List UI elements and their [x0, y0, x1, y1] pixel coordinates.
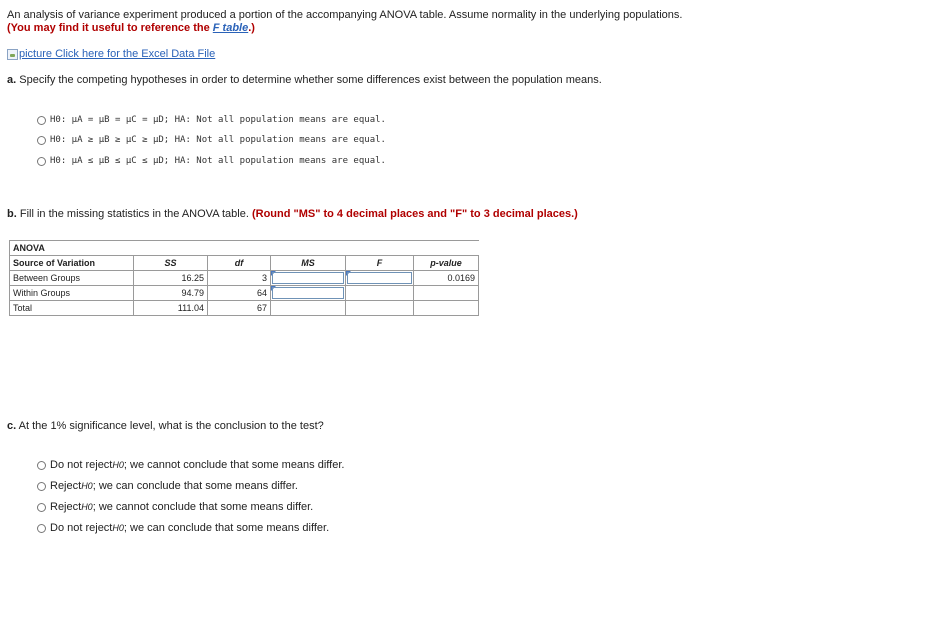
f-between-input[interactable] [346, 271, 414, 286]
row-p-value: 0.0169 [414, 271, 479, 286]
empty-cell [346, 301, 414, 316]
problem-intro [7, 9, 707, 35]
header-p-value: p-value [414, 256, 479, 271]
radio-button[interactable] [37, 157, 46, 166]
excel-data-link[interactable]: picture Click here for the Excel Data File [19, 48, 216, 60]
conclusion-option-3[interactable]: Reject H0 ; we cannot conclude that some means differ. [37, 501, 313, 513]
h0-symbol: H0 [112, 523, 124, 533]
header-df: df [208, 256, 271, 271]
hypothesis-option-label: H0: μA ≤ μB ≤ μC ≤ μD; HA: Not all population means are equal. [50, 156, 386, 166]
conclusion-option-4[interactable]: Do not reject H0 ; we can conclude that some means differ. [37, 522, 329, 534]
header-source: Source of Variation [10, 256, 134, 271]
header-ss: SS [134, 256, 208, 271]
radio-button[interactable] [37, 482, 46, 491]
anova-table-container [9, 240, 479, 316]
ms-within-input[interactable] [271, 286, 346, 301]
part-b-label: b. [7, 208, 17, 220]
row-ss: 16.25 [134, 271, 208, 286]
excel-data-link-row[interactable] [7, 48, 215, 60]
h0-symbol: H0 [112, 460, 124, 470]
part-c-label: c. [7, 420, 17, 432]
conclusion-option-1[interactable]: Do not reject H0 ; we cannot conclude that some means differ. [37, 459, 344, 471]
conclusion-option-2[interactable]: Reject H0 ; we can conclude that some means differ. [37, 480, 298, 492]
header-ms: MS [271, 256, 346, 271]
row-df: 67 [208, 301, 271, 316]
hypothesis-option-3[interactable] [37, 156, 386, 166]
radio-button[interactable] [37, 116, 46, 125]
part-b-question [7, 208, 578, 220]
f-table-link[interactable]: F table [212, 22, 249, 34]
table-row [10, 286, 479, 301]
intro-text: An analysis of variance experiment produced a portion of the accompanying ANOVA table. Assume normality in the underlying populations. [7, 9, 683, 21]
row-source: Between Groups [10, 271, 134, 286]
radio-button[interactable] [37, 461, 46, 470]
empty-cell [271, 301, 346, 316]
radio-button[interactable] [37, 524, 46, 533]
part-c-question [7, 420, 324, 432]
header-f: F [346, 256, 414, 271]
table-row [10, 301, 479, 316]
row-ss: 111.04 [134, 301, 208, 316]
part-b-instruction: (Round "MS" to 4 decimal places and "F" to 3 decimal places.) [251, 208, 578, 220]
row-df: 64 [208, 286, 271, 301]
part-b-text: Fill in the missing statistics in the ANOVA table. [19, 208, 249, 220]
row-ss: 94.79 [134, 286, 208, 301]
anova-table [9, 240, 479, 316]
row-source: Total [10, 301, 134, 316]
row-source: Within Groups [10, 286, 134, 301]
part-a-question [7, 74, 602, 86]
ms-between-input[interactable] [271, 271, 346, 286]
table-row [10, 271, 479, 286]
hypothesis-option-2[interactable] [37, 135, 386, 145]
intro-hint: (You may find it useful to reference the F table.) [7, 22, 255, 34]
hypothesis-option-label: H0: μA ≥ μB ≥ μC ≥ μD; HA: Not all population means are equal. [50, 135, 386, 145]
empty-cell [414, 286, 479, 301]
part-c-text: At the 1% significance level, what is the conclusion to the test? [18, 420, 324, 432]
radio-button[interactable] [37, 503, 46, 512]
h0-symbol: H0 [81, 502, 93, 512]
radio-button[interactable] [37, 136, 46, 145]
hypothesis-option-1[interactable] [37, 115, 386, 125]
row-df: 3 [208, 271, 271, 286]
hypothesis-option-label: H0: μA = μB = μC = μD; HA: Not all population means are equal. [50, 115, 386, 125]
part-a-text: Specify the competing hypotheses in order to determine whether some differences exist between the population means. [19, 74, 602, 86]
anova-title: ANOVA [10, 241, 479, 256]
picture-icon [7, 49, 18, 60]
empty-cell [414, 301, 479, 316]
h0-symbol: H0 [81, 481, 93, 491]
part-a-label: a. [7, 74, 17, 86]
anova-header-row [10, 256, 479, 271]
empty-cell [346, 286, 414, 301]
